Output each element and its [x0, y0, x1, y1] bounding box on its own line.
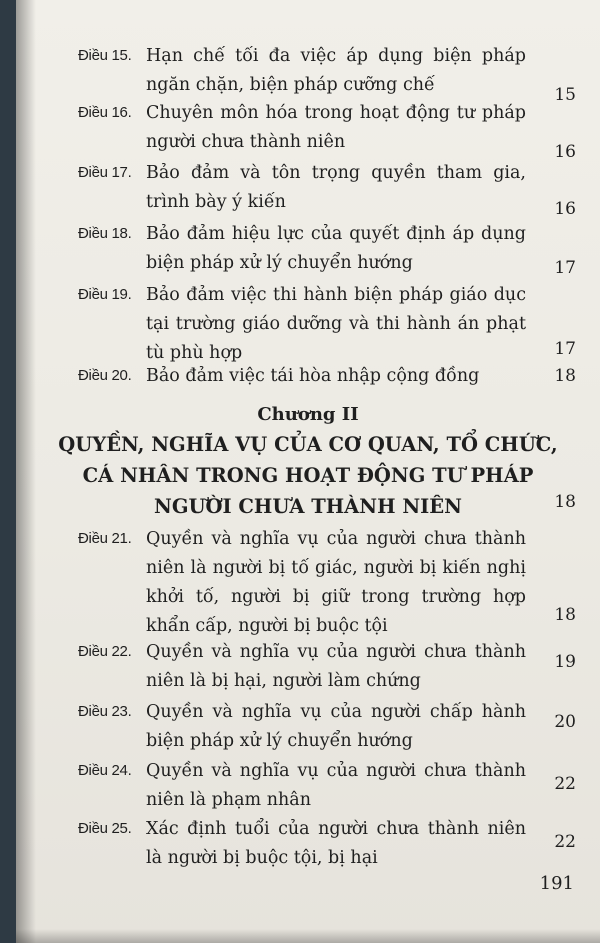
page-bottom-edge	[16, 929, 600, 943]
chapter-label: Chương II	[257, 404, 359, 425]
article-title: Quyền và nghĩa vụ của người chưa thành niên là phạm nhân	[146, 761, 526, 810]
page-ref: 16	[554, 199, 576, 219]
article-number: Điều 25.	[78, 820, 132, 837]
article-title: Quyền và nghĩa vụ của người chưa thành niên là bị hại, người làm chứng	[146, 642, 526, 691]
article-number: Điều 18.	[78, 225, 132, 242]
page-ref: 16	[554, 142, 576, 162]
article-number: Điều 22.	[78, 643, 132, 660]
article-title: Hạn chế tối đa việc áp dụng biện pháp ngăn chặn, biện pháp cưỡng chế	[146, 46, 526, 95]
article-number: Điều 23.	[78, 703, 132, 720]
page-ref: 17	[554, 258, 576, 278]
article-number: Điều 21.	[78, 530, 132, 547]
article-number: Điều 20.	[78, 367, 132, 384]
article-number: Điều 24.	[78, 762, 132, 779]
article-number: Điều 15.	[78, 47, 132, 64]
page-number: 191	[539, 873, 574, 894]
page-ref: 22	[554, 774, 576, 794]
article-title: Xác định tuổi của người chưa thành niên là người bị buộc tội, bị hại	[146, 819, 526, 868]
page-ref: 19	[554, 652, 576, 672]
page-ref: 15	[554, 85, 576, 105]
article-title: Bảo đảm và tôn trọng quyền tham gia, trình bày ý kiến	[146, 163, 526, 212]
chapter-title-line: NGƯỜI CHƯA THÀNH NIÊN	[154, 495, 462, 518]
page-ref: 18	[554, 605, 576, 625]
article-title: Bảo đảm việc thi hành biện pháp giáo dục tại trường giáo dưỡng và thi hành án phạt tù phù hợp	[146, 285, 526, 363]
article-title: Quyền và nghĩa vụ của người chấp hành biện pháp xử lý chuyển hướng	[146, 702, 526, 751]
article-title: Quyền và nghĩa vụ của người chưa thành niên là người bị tố giác, người bị kiến nghị khởi tố, người bị giữ trong trường hợp khẩn cấp, người bị buộc tội	[146, 529, 526, 636]
page-ref: 17	[554, 339, 576, 359]
article-number: Điều 17.	[78, 164, 132, 181]
book-page	[16, 0, 600, 943]
page-ref: 18	[554, 366, 576, 386]
article-number: Điều 16.	[78, 104, 132, 121]
chapter-title-line: CÁ NHÂN TRONG HOẠT ĐỘNG TƯ PHÁP	[82, 464, 534, 487]
table-of-contents	[16, 0, 600, 943]
page-ref: 22	[554, 832, 576, 852]
chapter-title-line: QUYỀN, NGHĨA VỤ CỦA CƠ QUAN, TỔ CHỨC,	[58, 433, 558, 456]
page-ref: 20	[554, 712, 576, 732]
article-title: Chuyên môn hóa trong hoạt động tư pháp người chưa thành niên	[146, 103, 526, 152]
article-title: Bảo đảm hiệu lực của quyết định áp dụng biện pháp xử lý chuyển hướng	[146, 224, 526, 273]
article-number: Điều 19.	[78, 286, 132, 303]
page-ref: 18	[554, 492, 576, 512]
chapter-heading	[16, 401, 600, 522]
article-title: Bảo đảm việc tái hòa nhập cộng đồng	[146, 366, 480, 386]
